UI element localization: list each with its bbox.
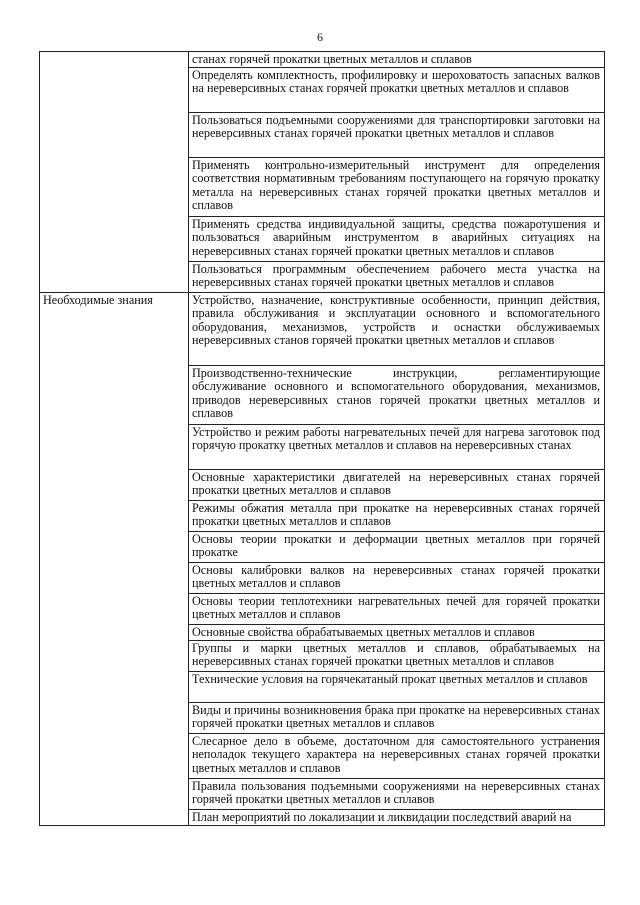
table-cell: Технические условия на горячекатаный прокат цветных металлов и сплавов [189, 671, 605, 702]
table-cell: Устройство, назначение, конструктивные особенности, принцип действия, правила обслуживания и эксплуатации основного и вспомогательного оборудования, механизмов, устройств и оснастки обслуживаемых нереверсивных станов горячей прокатки цветных металлов и сплавов [189, 292, 605, 365]
table-row [40, 52, 605, 68]
table-cell: Основы теории прокатки и деформации цветных металлов при горячей прокатке [189, 531, 605, 562]
table-row [40, 292, 605, 365]
table-cell: Основы теории теплотехники нагревательных печей для горячей прокатки цветных металлов и сплавов [189, 593, 605, 624]
table-cell: Виды и причины возникновения брака при прокатке на нереверсивных станах горячей прокатки цветных металлов и сплавов [189, 702, 605, 733]
requirements-table [39, 51, 605, 826]
table-cell: Основные свойства обрабатываемых цветных металлов и сплавов [189, 624, 605, 640]
table-cell: Определять комплектность, профилировку и шероховатость запасных валков на нереверсивных станах горячей прокатки цветных металлов и сплавов [189, 67, 605, 112]
table-cell: Применять контрольно-измерительный инструмент для определения соответствия нормативным требованиям поступающего на горячую прокатку металла на нереверсивных станах горячей прокатки цветных металлов и сплавов [189, 157, 605, 216]
table-cell: Устройство и режим работы нагревательных печей для нагрева заготовок под горячую прокатку цветных металлов и сплавов на нереверсивных станах [189, 424, 605, 469]
table-cell: Режимы обжатия металла при прокатке на нереверсивных станах горячей прокатки цветных металлов и сплавов [189, 500, 605, 531]
table-cell: Пользоваться программным обеспечением рабочего места участка на нереверсивных станах горячей прокатки цветных металлов и сплавов [189, 261, 605, 292]
table-cell: Производственно-технические инструкции, регламентирующие обслуживание основного и вспомогательного оборудования, механизмов, приводов нереверсивных станов горячей прокатки цветных металлов и сплавов [189, 365, 605, 424]
table-cell: станах горячей прокатки цветных металлов и сплавов [189, 52, 605, 68]
table-cell: Правила пользования подъемными сооружениями на нереверсивных станах горячей прокатки цветных металлов и сплавов [189, 778, 605, 809]
table-cell: Слесарное дело в объеме, достаточном для самостоятельного устранения неполадок текущего характера на нереверсивных станах горячей прокатки цветных металлов и сплавов [189, 733, 605, 778]
table-cell: План мероприятий по локализации и ликвидации последствий аварий на [189, 809, 605, 825]
page-number: 6 [317, 30, 323, 44]
table-cell: Пользоваться подъемными сооружениями для транспортировки заготовки на нереверсивных станах горячей прокатки цветных металлов и сплавов [189, 112, 605, 157]
table-cell: Основы калибровки валков на нереверсивных станах горячей прокатки цветных металлов и сплавов [189, 562, 605, 593]
abilities-label-cell [40, 52, 189, 293]
table-cell: Основные характеристики двигателей на нереверсивных станах горячей прокатки цветных металлов и сплавов [189, 469, 605, 500]
knowledge-label-cell: Необходимые знания [40, 292, 189, 825]
table-cell: Группы и марки цветных металлов и сплавов, обрабатываемых на нереверсивных станах горячей прокатки цветных металлов и сплавов [189, 640, 605, 671]
table-cell: Применять средства индивидуальной защиты, средства пожаротушения и пользоваться аварийным инструментом в аварийных ситуациях на нереверсивных станах горячей прокатки цветных металлов и сплавов [189, 216, 605, 261]
